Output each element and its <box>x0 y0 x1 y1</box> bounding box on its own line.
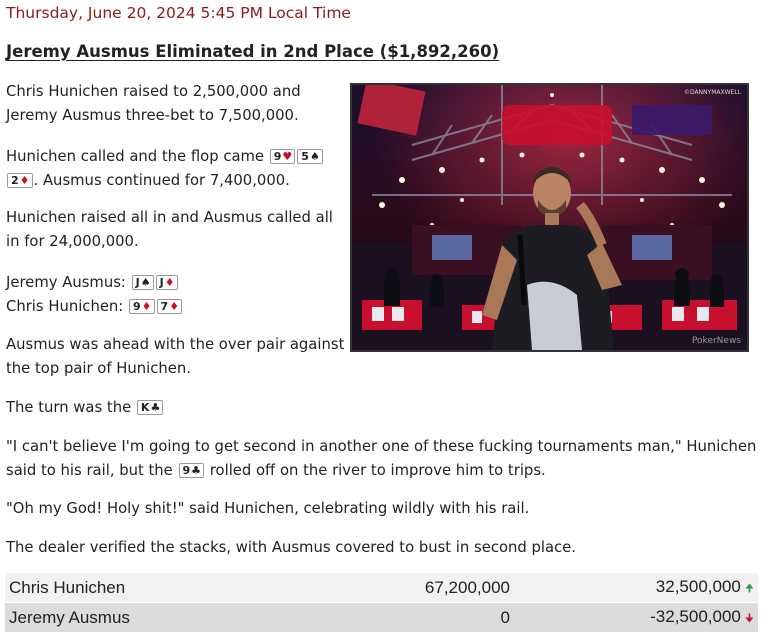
chip-change <box>510 577 758 599</box>
turn-card <box>137 400 163 415</box>
chip-count: 67,200,000 <box>424 577 510 597</box>
photo-illustration <box>352 85 747 350</box>
flop-card-3 <box>7 173 33 188</box>
card-rank: J <box>159 276 164 289</box>
chip-count-table <box>5 573 758 632</box>
chip-change <box>510 607 758 629</box>
paragraph-river <box>6 435 766 483</box>
paragraph-raise: Chris Hunichen raised to 2,500,000 and Jeremy Ausmus three-bet to 7,500,000. <box>6 83 301 124</box>
spade-suit-icon: ♠ <box>309 150 320 163</box>
hunichen-card-2 <box>157 299 183 314</box>
player-name[interactable]: Jeremy Ausmus <box>9 607 130 627</box>
spade-suit-icon: ♠ <box>140 276 151 289</box>
card-rank: 9 <box>133 300 141 313</box>
chip-change-value: 32,500,000 <box>655 576 741 596</box>
card-rank: 7 <box>160 300 169 313</box>
paragraph-turn <box>6 396 746 420</box>
ausmus-card-2 <box>156 275 178 290</box>
card-rank: 2 <box>11 174 19 187</box>
ausmus-card-1 <box>132 275 154 290</box>
paragraph-celebration: "Oh my God! Holy shit!" said Hunichen, celebrating wildly with his rail. <box>6 500 530 517</box>
card-rank: 9 <box>182 464 191 477</box>
chip-count: 0 <box>500 607 510 627</box>
diamond-suit-icon: ♦ <box>19 174 30 187</box>
hand-ausmus <box>6 271 346 295</box>
paragraph-turn-text: The turn was the <box>6 399 132 416</box>
paragraph-ahead: Ausmus was ahead with the over pair against the top pair of Hunichen. <box>6 336 345 377</box>
hand-hunichen-label: Chris Hunichen: <box>6 298 124 315</box>
flop-card-1 <box>270 149 296 164</box>
photo-credit: ©DANNYMAXWELL <box>683 89 741 96</box>
arrow-down-icon: 🠋 <box>744 612 754 625</box>
paragraph-river-text-b: rolled off on the river to improve him to trips. <box>209 462 546 479</box>
photo-jeremy-ausmus <box>350 83 749 352</box>
paragraph-flop-text-b: . Ausmus continued for 7,400,000. <box>33 172 290 189</box>
post-headline[interactable]: Jeremy Ausmus Eliminated in 2nd Place ($1,892,260) <box>6 42 500 61</box>
hunichen-card-1 <box>129 299 155 314</box>
chip-change-value: -32,500,000 <box>650 606 741 626</box>
post-timestamp: Thursday, June 20, 2024 5:45 PM Local Time <box>6 4 351 22</box>
photo-watermark: PokerNews <box>691 336 741 346</box>
card-rank: 5 <box>301 150 309 163</box>
hand-ausmus-label: Jeremy Ausmus: <box>6 274 126 291</box>
paragraph-verified: The dealer verified the stacks, with Ausmus covered to bust in second place. <box>6 539 576 556</box>
paragraph-river-text-a: "I can't believe I'm going to get second in another one of these fucking tournaments man," Hunichen said to his rail, but the <box>6 438 757 479</box>
player-name[interactable]: Chris Hunichen <box>9 577 126 597</box>
paragraph-flop <box>6 145 346 193</box>
card-rank: J <box>135 276 140 289</box>
heart-suit-icon: ♥ <box>282 150 293 163</box>
arrow-up-icon: 🠉 <box>744 582 754 595</box>
paragraph-all-in: Hunichen raised all in and Ausmus called all in for 24,000,000. <box>6 209 333 250</box>
diamond-suit-icon: ♦ <box>141 300 152 313</box>
card-rank: K <box>140 401 150 414</box>
paragraph-flop-text-a: Hunichen called and the flop came <box>6 148 265 165</box>
flop-card-2 <box>297 149 323 164</box>
hand-hunichen <box>6 295 346 319</box>
club-suit-icon: ♣ <box>150 401 161 414</box>
diamond-suit-icon: ♦ <box>169 300 180 313</box>
card-rank: 9 <box>273 150 282 163</box>
table-row <box>5 603 758 632</box>
table-row <box>5 573 758 602</box>
club-suit-icon: ♣ <box>191 464 202 477</box>
river-card <box>179 463 205 478</box>
diamond-suit-icon: ♦ <box>164 276 175 289</box>
